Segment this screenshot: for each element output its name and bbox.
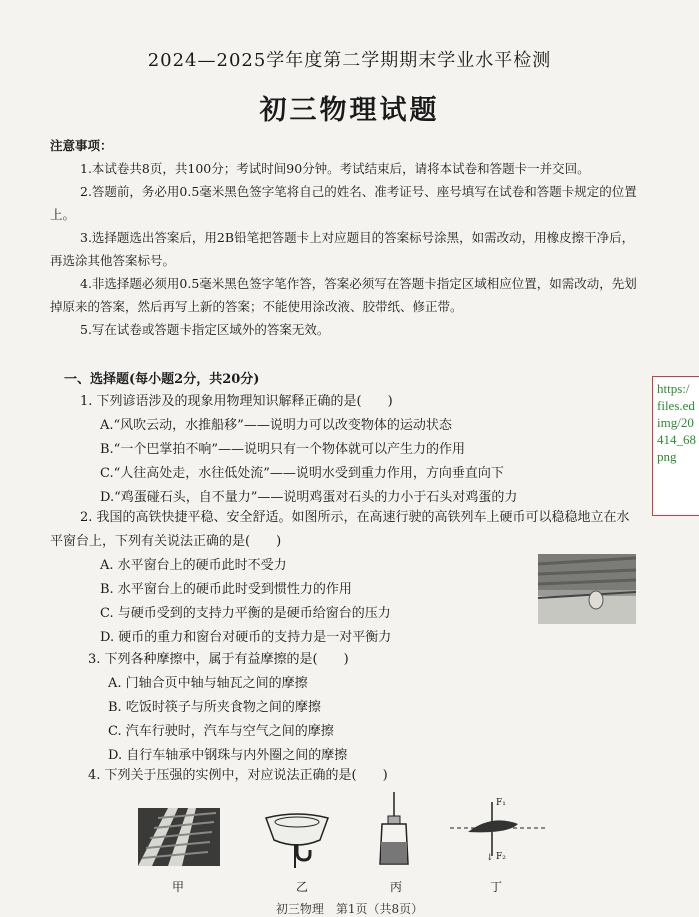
url-line: https:/ xyxy=(657,381,690,396)
option-b: B.“一个巴掌拍不响”——说明只有一个物体就可以产生力的作用 xyxy=(100,442,465,457)
force-f1-label: F₁ xyxy=(496,798,506,808)
url-line: files.ed xyxy=(657,398,695,413)
option-a: A.“风吹云动，水推船移”——说明力可以改变物体的运动状态 xyxy=(100,418,452,433)
question-stem: 3. 下列各种摩擦中，属于有益摩擦的是( ) xyxy=(88,652,349,667)
option-a: A. 门轴合页中轴与轴瓦之间的摩擦 xyxy=(108,676,308,691)
page-footer: 初三物理 第1页（共8页） xyxy=(275,902,424,916)
svg-text:↓: ↓ xyxy=(486,853,494,863)
notes-section xyxy=(50,134,638,341)
url-overlay-box xyxy=(652,376,699,516)
option-b: B. 吃饭时筷子与所夹食物之间的摩擦 xyxy=(108,700,321,715)
question-2 xyxy=(50,506,640,554)
note-item: 2.答题前，务必用0.5毫米黑色签字笔将自己的姓名、准考证号、座号填写在试卷和答题卡规定的位置上。 xyxy=(50,184,637,222)
bottle-tube-figure xyxy=(376,790,412,868)
exam-header: 2024—2025学年度第二学期期末学业水平检测 xyxy=(147,50,552,71)
question-stem: 2. 我国的高铁快捷平稳、安全舒适。如图所示，在高速行驶的高铁列车上硬币可以稳稳地立在水平窗台上，下列有关说法正确的是( ) xyxy=(50,510,630,549)
question-stem: 4. 下列关于压强的实例中，对应说法正确的是( ) xyxy=(88,768,388,783)
option-d: D.“鸡蛋碰石头，自不量力”——说明鸡蛋对石头的力小于石头对鸡蛋的力 xyxy=(100,490,518,505)
note-item: 4.非选择题必须用0.5毫米黑色签字笔作答，答案必须写在答题卡指定区域相应位置，如需改动，先划掉原来的答案，然后再写上新的答案；不能使用涂改液、胶带纸、修正带。 xyxy=(50,276,637,314)
caption-jia: 甲 xyxy=(172,880,185,894)
caption-bing: 丙 xyxy=(390,880,403,894)
train-window-coin-photo xyxy=(538,554,636,624)
option-d: D. 自行车轴承中钢珠与内外圈之间的摩擦 xyxy=(108,748,348,763)
caption-ding: 丁 xyxy=(490,880,503,894)
force-f2-label: F₂ xyxy=(496,852,506,862)
option-c: C. 汽车行驶时，汽车与空气之间的摩擦 xyxy=(108,724,334,739)
option-a: A. 水平窗台上的硬币此时不受力 xyxy=(100,558,287,573)
url-line: img/20 xyxy=(657,415,694,430)
url-line: png xyxy=(657,449,677,464)
option-c: C.“人往高处走，水往低处流”——说明水受到重力作用，方向垂直向下 xyxy=(100,466,504,481)
url-line: 414_68 xyxy=(657,432,696,447)
question-stem: 1. 下列谚语涉及的现象用物理知识解释正确的是( ) xyxy=(80,394,393,409)
sink-figure xyxy=(262,810,332,870)
section-heading: 一、选择题(每小题2分，共20分) xyxy=(64,372,260,387)
question-4 xyxy=(88,764,588,788)
question-2-options xyxy=(80,554,520,650)
question-3 xyxy=(88,648,588,768)
notes-label: 注意事项： xyxy=(50,138,113,153)
option-b: B. 水平窗台上的硬币此时受到惯性力的作用 xyxy=(100,582,352,597)
note-item: 3.选择题选出答案后，用2B铅笔把答题卡上对应题目的答案标号涂黑，如需改动，用橡皮擦干净后，再选涂其他答案标号。 xyxy=(50,230,635,268)
option-d: D. 硬币的重力和窗台对硬币的支持力是一对平衡力 xyxy=(100,630,392,645)
railway-track-figure xyxy=(138,808,220,866)
exam-title: 初三物理试题 xyxy=(259,95,440,126)
note-item: 5.写在试卷或答题卡指定区域外的答案无效。 xyxy=(80,322,330,337)
note-item: 1.本试卷共8页，共100分；考试时间90分钟。考试结束后，请将本试卷和答题卡一并交回。 xyxy=(80,161,590,176)
option-c: C. 与硬币受到的支持力平衡的是硬币给窗台的压力 xyxy=(100,606,391,621)
question-1 xyxy=(80,390,640,510)
caption-yi: 乙 xyxy=(296,880,309,894)
